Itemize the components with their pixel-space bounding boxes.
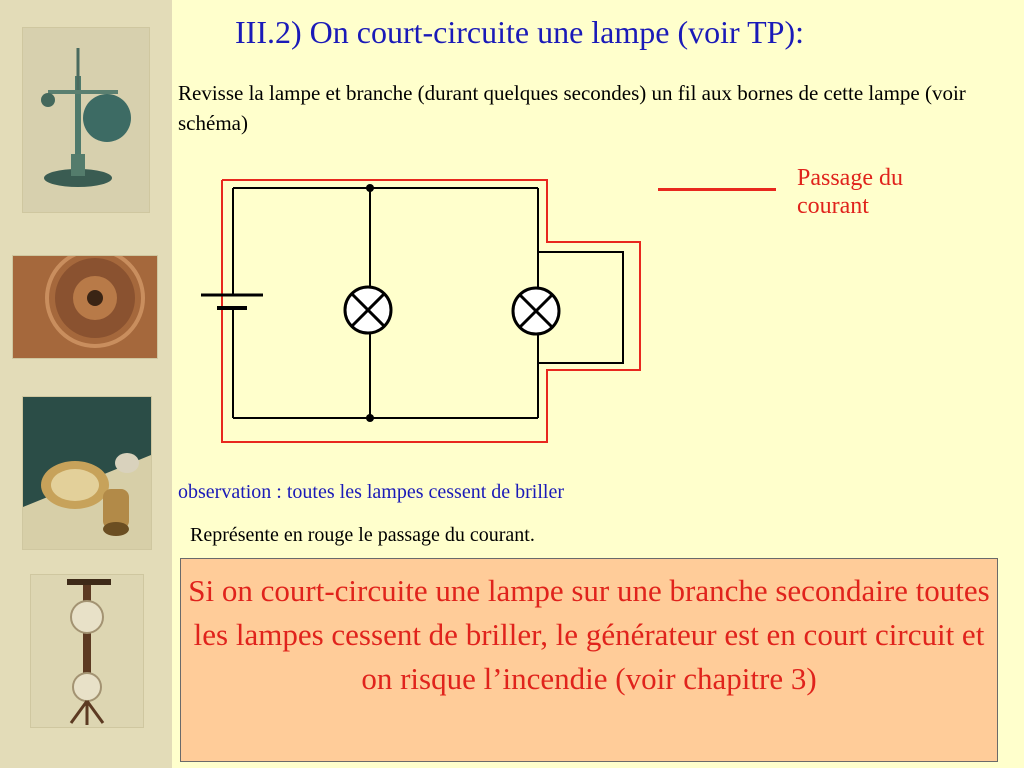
conclusion-text: Si on court-circuite une lampe sur une branche secondaire toutes les lampes cessent de briller, le générateur est en court circuit et on risque l’incendie (voir chapitre 3) [188, 573, 990, 696]
draw-instruction: Représente en rouge le passage du courant. [190, 524, 535, 546]
engraved-disc-photo [12, 255, 158, 359]
telescope-eyepiece-photo [22, 396, 152, 550]
current-path-outline [222, 180, 640, 442]
sidebar [0, 0, 172, 768]
current-path-legend-line [658, 188, 776, 191]
current-path-legend-label: Passage du courant [797, 165, 903, 219]
slide-title: III.2) On court-circuite une lampe (voir TP): [235, 14, 804, 50]
junction-top [366, 184, 374, 192]
observation-text: observation : toutes les lampes cessent de briller [178, 481, 565, 503]
glass-column-apparatus-photo [30, 574, 144, 728]
lamp-1 [345, 287, 391, 333]
circuit-diagram [195, 170, 655, 460]
intro-instruction: Revisse la lampe et branche (durant quelques secondes) un fil aux bornes de cette lampe (voir schéma) [178, 81, 966, 135]
lamp-2 [513, 288, 559, 334]
balance-scale-photo [22, 27, 150, 213]
junction-bottom [366, 414, 374, 422]
conclusion-box [180, 558, 998, 762]
